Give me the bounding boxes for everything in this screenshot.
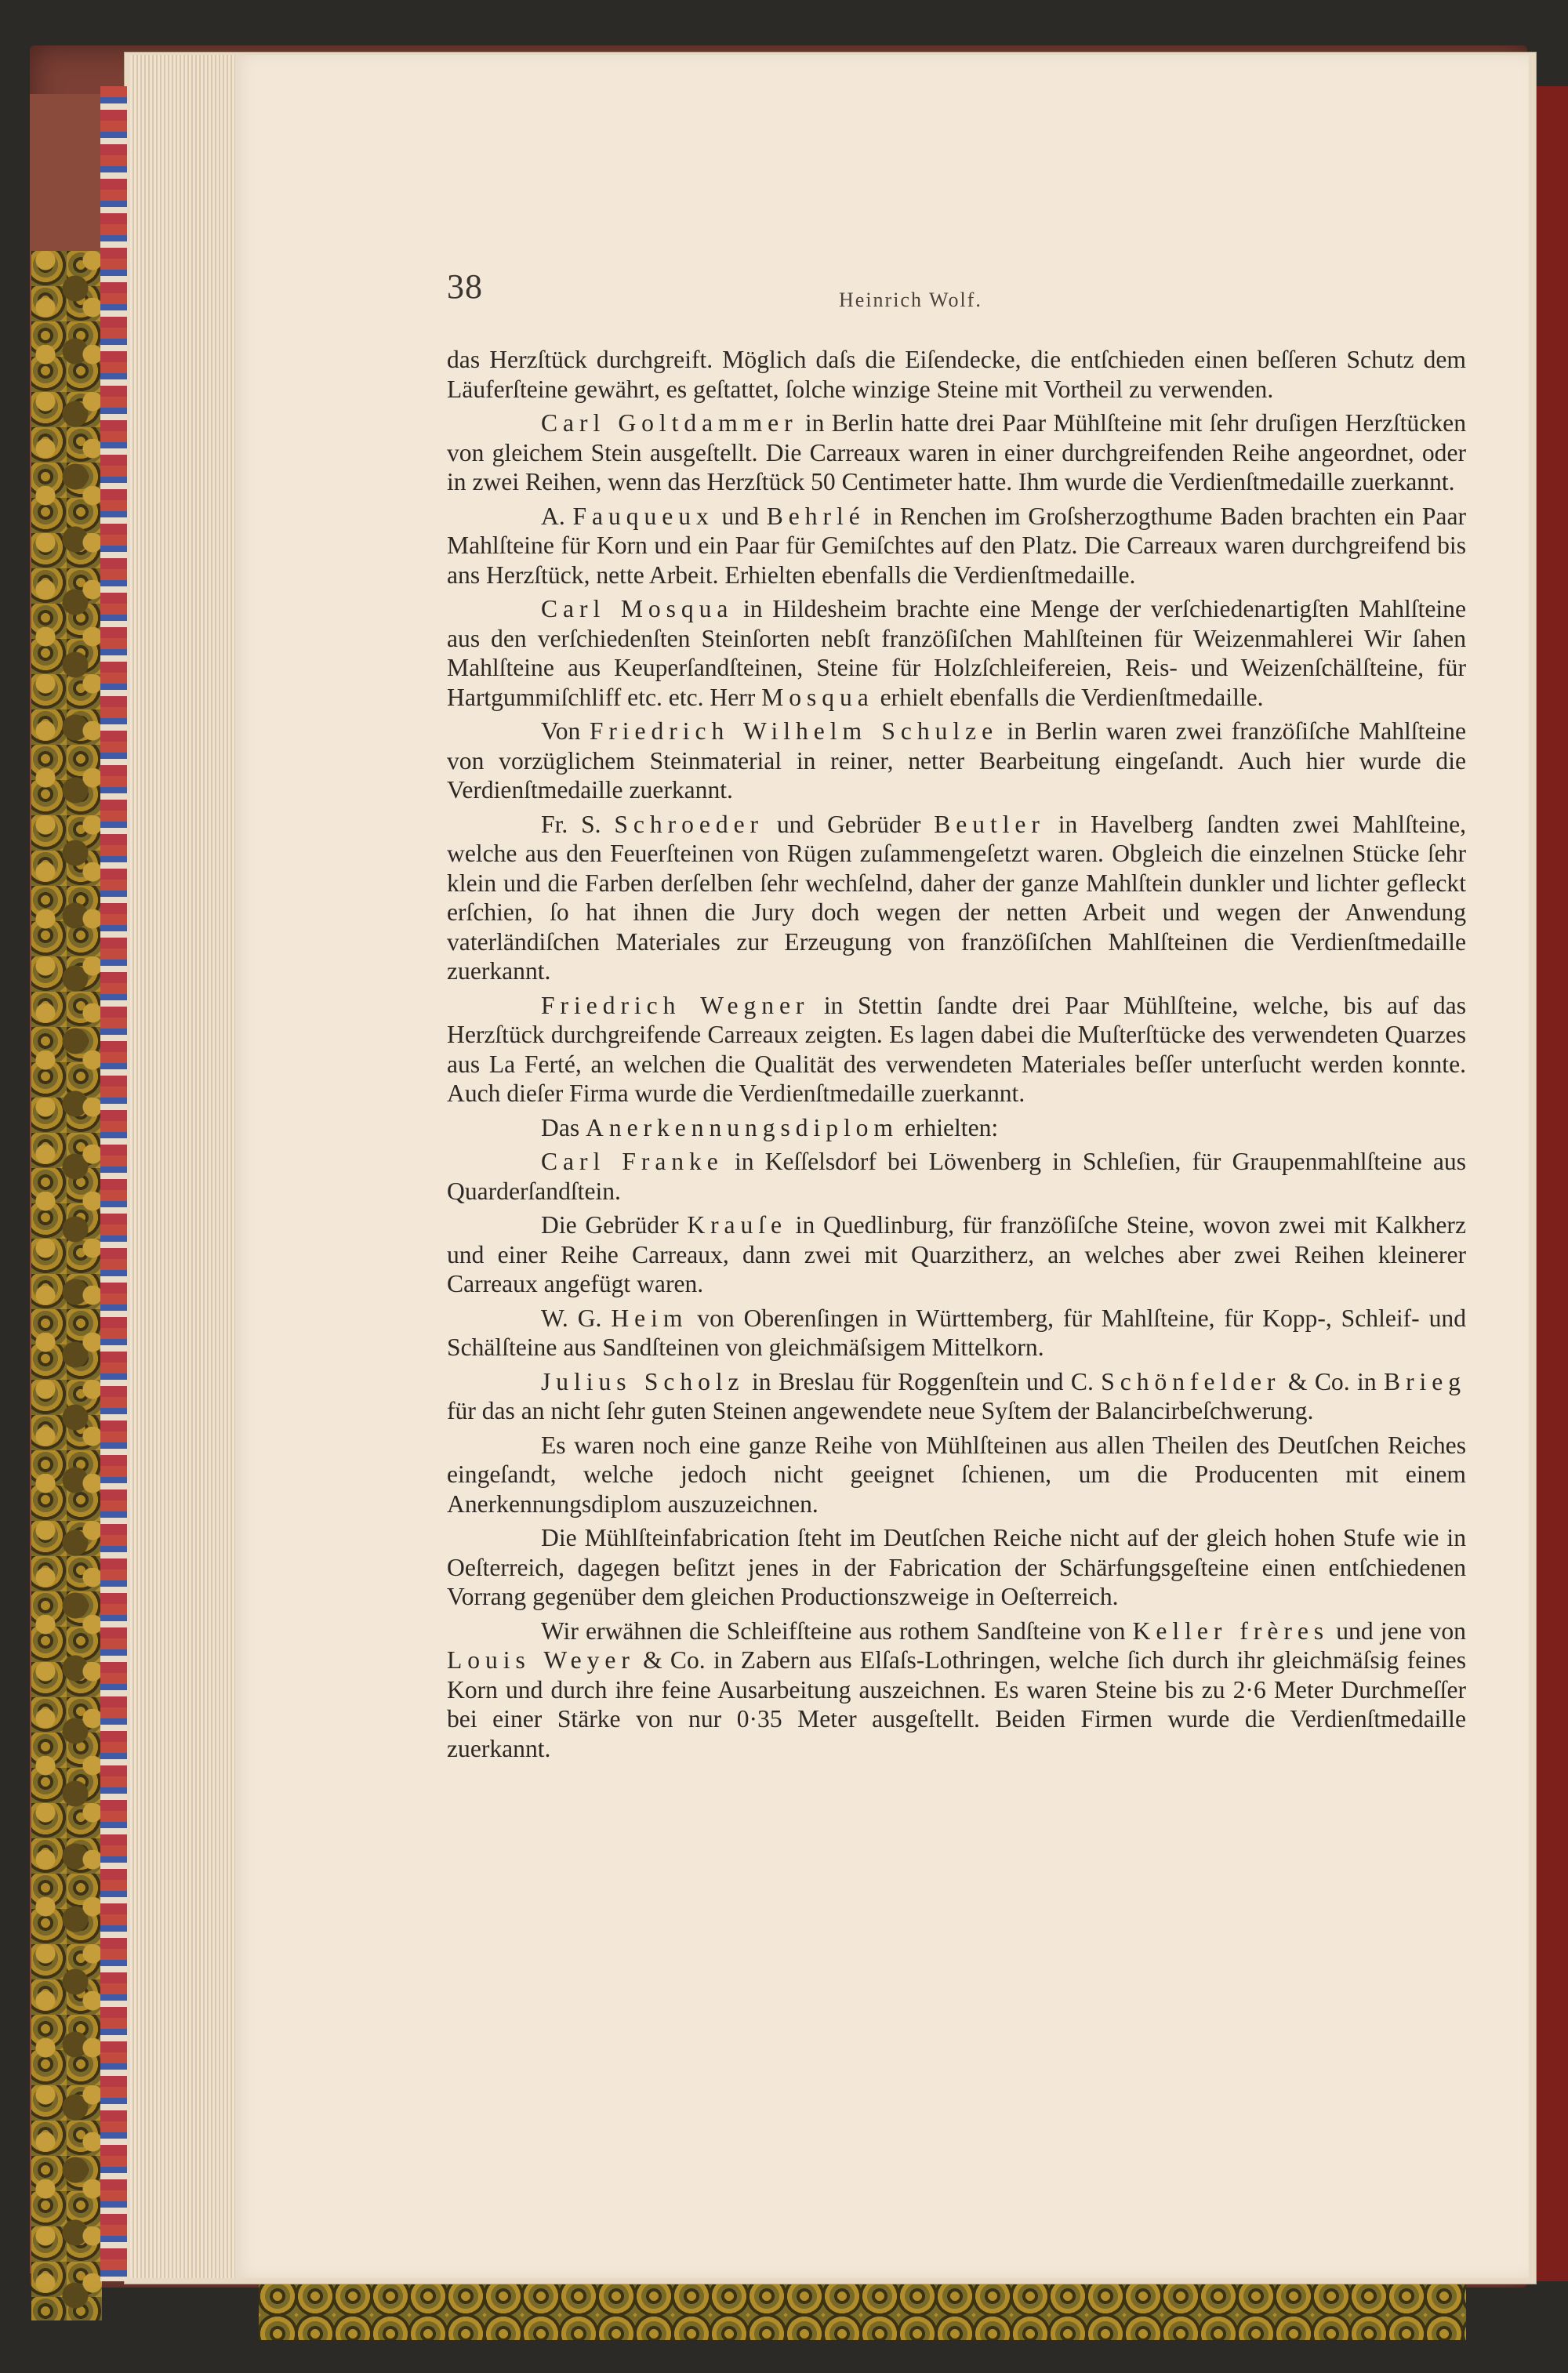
spaced-name: Brieg — [1384, 1367, 1466, 1395]
text-run: in Berlin waren zwei franzöſiſche Mahlſteine von vorzüglichem Steinmaterial in reiner, netter Bearbeitung eingeſandt. Auch hier wurde die Verdienſtmedaille zuerkannt. — [447, 717, 1466, 804]
spaced-name: Behrlé — [766, 502, 866, 530]
text-run: A. — [541, 502, 573, 530]
text-run: Die Mühlſteinfabrication ſteht im Deutſchen Reiche nicht auf der gleich hohen Stufe wie in Oeſterreich, dagegen beſitzt jenes in der Fabrication der Schärfungsgeſteine einen entſchiedenen Vorrang gegenüber dem gleichen Productionszweige in Oeſterreich. — [447, 1524, 1466, 1610]
text-run: W. G. — [541, 1304, 612, 1332]
text-run: Die Gebrüder — [541, 1211, 688, 1239]
text-run: von Oberenſingen in Württemberg, für Mahlſteine, für Kopp-, Schleif- und Schälſteine aus Sandſteinen von gleichmäſsigem Mittelkorn. — [447, 1304, 1466, 1361]
page-number: 38 — [447, 267, 483, 306]
paragraph — [447, 345, 1466, 404]
text-run: das Herzſtück durchgreift. Möglich daſs die Eiſendecke, die entſchieden einen beſſeren Schutz dem Läuferſteine gewährt, es geſtattet, ſolche winzige Steine mit Vortheil zu verwenden. — [447, 346, 1466, 403]
paragraph — [447, 502, 1466, 590]
paragraph — [447, 1616, 1466, 1764]
spaced-name: Keller frères — [1132, 1616, 1330, 1645]
paragraph — [447, 408, 1466, 497]
text-run: in Quedlinburg, für franzöſiſche Steine, wovon zwei mit Kalkherz und einer Reihe Carreaux, dann zwei mit Quarzitherz, an welches aber zwei Reihen kleinerer Carreaux angefügt waren. — [447, 1211, 1466, 1297]
spaced-name: Carl Goltdammer — [541, 409, 798, 437]
text-run: in Renchen im Groſsherzogthume Baden brachten ein Paar Mahlſteine für Korn und ein Paar für Gemiſchtes auf den Platz. Die Carreaux waren durchgreifend bis ans Herzſtück, nette Arbeit. Erhielten ebenfalls die Verdienſtmedaille. — [447, 502, 1466, 589]
spaced-name: Louis Weyer — [447, 1646, 635, 1674]
paragraph — [447, 717, 1466, 805]
paragraph — [447, 1304, 1466, 1362]
text-run: Das — [541, 1113, 586, 1141]
paragraph — [447, 1367, 1466, 1426]
running-head: Heinrich Wolf. — [839, 288, 982, 311]
text-run: in Keſſelsdorf bei Löwenberg in Schleſien, für Graupenmahlſteine aus Quarderſandſtein. — [447, 1148, 1467, 1205]
text-run: in Stettin ſandte drei Paar Mühlſteine, welche, bis auf das Herzſtück durchgreifende Carreaux zeigten. Es lagen dabei die Muſterſtücke des verwendeten Quarzes aus La Ferté, an welchen die Qualität des verwendeten Materiales beſſer unterſucht werden konnte. Auch dieſer Firma wurde die Verdienſtmedaille zuerkannt. — [447, 991, 1466, 1107]
spaced-name: Beutler — [934, 810, 1045, 838]
text-run: in Havelberg ſandten zwei Mahlſteine, welche aus den Feuerſteinen von Rügen zuſammengeſetzt waren. Obgleich die einzelnen Stücke ſehr klein und die Farben derſelben ſehr wechſelnd, daher der ganze Mahlſtein dunkler und lichter gefleckt erſchien, ſo hat ihnen die Jury doch wegen der netten Arbeit und wegen der Anwendung vaterländiſchen Materiales zur Erzeugung von franzöſiſchen Mahlſteinen die Verdienſtmedaille zuerkannt. — [447, 810, 1467, 985]
text-run: Wir erwähnen die Schleifſteine aus rothem Sandſteine von — [541, 1616, 1133, 1645]
text-run: erhielten: — [898, 1113, 999, 1141]
paragraph — [447, 1113, 1466, 1143]
paragraph — [447, 594, 1466, 712]
text-run: erhielt ebenfalls die Verdienſtmedaille. — [873, 683, 1264, 711]
text-run: und Gebrüder — [764, 810, 935, 838]
paragraph — [447, 1523, 1466, 1612]
spaced-name: Heim — [611, 1304, 688, 1332]
text-run: & Co. in Zabern aus Elſaſs-Lothringen, welche ſich durch ihr gleichmäſsig feines Korn und durch ihre feine Ausarbeitung auszeichnen. Es waren Steine bis zu 2·6 Meter Durchmeſſer bei einer Stärke von nur 0·35 Meter ausgeſtellt. Beiden Firmen wurde die Verdienſtmedaille zuerkannt. — [447, 1646, 1467, 1762]
spaced-name: Schönfelder — [1101, 1367, 1281, 1395]
text-run: und jene von — [1329, 1616, 1466, 1645]
text-run: Fr. S. — [541, 810, 615, 838]
paragraph — [447, 1147, 1466, 1206]
text-run: Es waren noch eine ganze Reihe von Mühlſteinen aus allen Theilen des Deutſchen Reiches eingeſandt, welche jedoch nicht geeignet ſchienen, um die Producenten mit einem Anerkennungsdiplom auszuzeichnen. — [447, 1431, 1466, 1518]
marbled-endpaper — [31, 251, 102, 2320]
headband-stripes — [100, 86, 127, 2281]
paragraph — [447, 810, 1466, 986]
text-run: und — [713, 502, 767, 530]
spaced-name: Julius Scholz — [541, 1367, 745, 1395]
paragraph — [447, 991, 1466, 1108]
paragraph — [447, 1431, 1466, 1519]
page-fore-edge — [130, 55, 248, 2278]
spaced-name: Anerkennungsdiplom — [586, 1113, 898, 1141]
text-run: in Hildesheim brachte eine Menge der verſchiedenartigſten Mahlſteine aus den verſchiedenſten Steinſorten nebſt franzöſiſchen Mahlſteinen für Weizenmahlerei Wir ſahen Mahlſteine aus Keuperſandſteinen, Steine für Holzſchleifereien, Reis- und Weizenſchälſteine, für Hartgummiſchliff etc. etc. Herr — [447, 595, 1466, 711]
spaced-name: Krauſe — [687, 1211, 787, 1239]
spaced-name: Schroeder — [614, 810, 764, 838]
spaced-name: Carl Mosqua — [541, 595, 734, 622]
spaced-name: Carl Franke — [541, 1148, 724, 1175]
spaced-name: Fauqueux — [572, 502, 714, 530]
body-text — [447, 345, 1466, 1768]
text-run: für das an nicht ſehr guten Steinen angewendete neue Syſtem der Balancirbeſchwerung. — [447, 1397, 1314, 1424]
text-run: in Breslau für Roggenſtein und C. — [744, 1367, 1102, 1395]
text-run: & Co. in — [1280, 1367, 1385, 1395]
text-run: in Berlin hatte drei Paar Mühlſteine mit ſehr druſigen Herzſtücken von gleichem Stein ausgeſtellt. Die Carreaux waren in einer durchgreifenden Reihe angeordnet, oder in zwei Reihen, wenn das Herzſtück 50 Centimeter hatte. Ihm wurde die Verdienſtmedaille zuerkannt. — [447, 409, 1466, 495]
paragraph — [447, 1210, 1466, 1299]
marbled-endpaper-bottom — [259, 2277, 1466, 2340]
spaced-name: Mosqua — [761, 683, 874, 711]
spaced-name: Friedrich Wilhelm Schulze — [589, 717, 999, 745]
spaced-name: Friedrich Wegner — [541, 991, 810, 1019]
text-run: Von — [541, 717, 590, 745]
